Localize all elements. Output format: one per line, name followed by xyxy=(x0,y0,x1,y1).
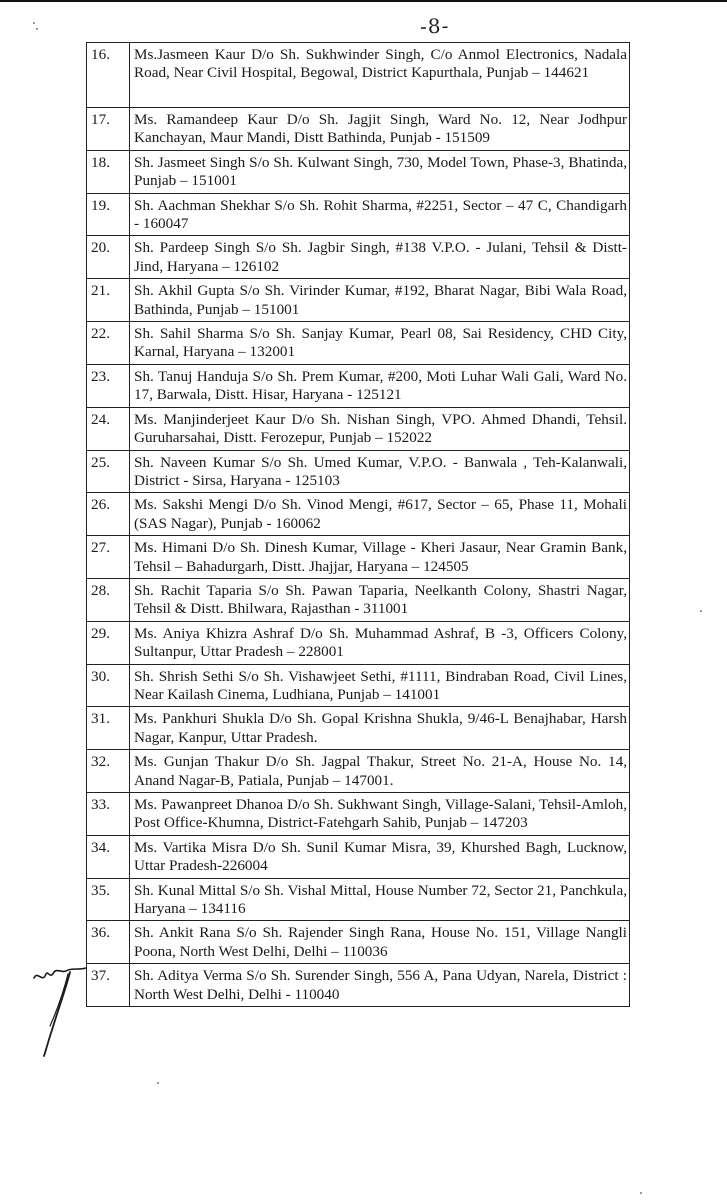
serial-number-cell: 24. xyxy=(87,407,130,450)
candidate-details-cell: Ms. Sakshi Mengi D/o Sh. Vinod Mengi, #617, Sector – 65, Phase 11, Mohali (SAS Nagar), Punjab - 160062 xyxy=(130,493,630,536)
candidate-details-cell: Sh. Naveen Kumar S/o Sh. Umed Kumar, V.P.O. - Banwala , Teh-Kalanwali, District - Sirsa, Haryana - 125103 xyxy=(130,450,630,493)
table-row xyxy=(87,621,630,664)
table-row xyxy=(87,921,630,964)
serial-number-cell: 23. xyxy=(87,364,130,407)
serial-number-cell: 35. xyxy=(87,878,130,921)
candidate-details-cell: Sh. Rachit Taparia S/o Sh. Pawan Taparia, Neelkanth Colony, Shastri Nagar, Tehsil & Distt. Bhilwara, Rajasthan - 311001 xyxy=(130,578,630,621)
table-row xyxy=(87,364,630,407)
candidate-details-cell: Sh. Pardeep Singh S/o Sh. Jagbir Singh, #138 V.P.O. - Julani, Tehsil & Distt- Jind, Haryana – 126102 xyxy=(130,236,630,279)
serial-number-cell: 29. xyxy=(87,621,130,664)
serial-number-cell: 28. xyxy=(87,578,130,621)
candidate-details-cell: Sh. Aditya Verma S/o Sh. Surender Singh, 556 A, Pana Udyan, Narela, District : North West Delhi, Delhi - 110040 xyxy=(130,964,630,1007)
candidate-details-cell: Sh. Jasmeet Singh S/o Sh. Kulwant Singh, 730, Model Town, Phase-3, Bhatinda, Punjab – 151001 xyxy=(130,150,630,193)
table-row xyxy=(87,450,630,493)
table-row xyxy=(87,407,630,450)
scan-speck xyxy=(157,1082,159,1084)
serial-number-cell: 26. xyxy=(87,493,130,536)
serial-number-cell: 33. xyxy=(87,793,130,836)
serial-number-cell: 30. xyxy=(87,664,130,707)
table-row xyxy=(87,279,630,322)
candidate-details-cell: Ms. Aniya Khizra Ashraf D/o Sh. Muhammad Ashraf, B -3, Officers Colony, Sultanpur, Uttar Pradesh – 228001 xyxy=(130,621,630,664)
table-row xyxy=(87,750,630,793)
table-row xyxy=(87,322,630,365)
page-number: -8- xyxy=(419,13,450,39)
candidate-details-cell: Sh. Ankit Rana S/o Sh. Rajender Singh Rana, House No. 151, Village Nangli Poona, North West Delhi, Delhi – 110036 xyxy=(130,921,630,964)
top-border-line xyxy=(0,0,727,2)
table-row xyxy=(87,793,630,836)
table-row xyxy=(87,835,630,878)
table-row xyxy=(87,964,630,1007)
scan-speck xyxy=(36,28,38,30)
table-row xyxy=(87,236,630,279)
table-row xyxy=(87,193,630,236)
table-row xyxy=(87,43,630,108)
candidate-details-cell: Sh. Akhil Gupta S/o Sh. Virinder Kumar, #192, Bharat Nagar, Bibi Wala Road, Bathinda, Punjab – 151001 xyxy=(130,279,630,322)
candidate-details-cell: Ms. Himani D/o Sh. Dinesh Kumar, Village - Kheri Jasaur, Near Gramin Bank, Tehsil – Bahadurgarh, Distt. Jhajjar, Haryana – 124505 xyxy=(130,536,630,579)
candidate-details-cell: Sh. Tanuj Handuja S/o Sh. Prem Kumar, #200, Moti Luhar Wali Gali, Ward No. 17, Barwala, Distt. Hisar, Haryana - 125121 xyxy=(130,364,630,407)
scan-speck xyxy=(640,1192,642,1194)
serial-number-cell: 37. xyxy=(87,964,130,1007)
candidate-details-cell: Ms. Ramandeep Kaur D/o Sh. Jagjit Singh, Ward No. 12, Near Jodhpur Kanchayan, Maur Mandi, Distt Bathinda, Punjab - 151509 xyxy=(130,108,630,151)
serial-number-cell: 22. xyxy=(87,322,130,365)
serial-number-cell: 27. xyxy=(87,536,130,579)
table-row xyxy=(87,493,630,536)
candidate-details-cell: Ms. Gunjan Thakur D/o Sh. Jagpal Thakur, Street No. 21-A, House No. 14, Anand Nagar-B, Patiala, Punjab – 147001. xyxy=(130,750,630,793)
serial-number-cell: 36. xyxy=(87,921,130,964)
serial-number-cell: 19. xyxy=(87,193,130,236)
handwritten-initials-signature xyxy=(28,960,88,1060)
serial-number-cell: 31. xyxy=(87,707,130,750)
serial-number-cell: 25. xyxy=(87,450,130,493)
scan-speck xyxy=(700,610,702,612)
table-row xyxy=(87,150,630,193)
candidate-details-cell: Ms. Pankhuri Shukla D/o Sh. Gopal Krishna Shukla, 9/46-L Benajhabar, Harsh Nagar, Kanpur, Uttar Pradesh. xyxy=(130,707,630,750)
candidate-details-cell: Sh. Aachman Shekhar S/o Sh. Rohit Sharma, #2251, Sector – 47 C, Chandigarh - 160047 xyxy=(130,193,630,236)
candidate-details-cell: Ms. Manjinderjeet Kaur D/o Sh. Nishan Singh, VPO. Ahmed Dhandi, Tehsil. Guruharsahai, Distt. Ferozepur, Punjab – 152022 xyxy=(130,407,630,450)
table-row xyxy=(87,664,630,707)
table-row xyxy=(87,108,630,151)
candidate-list-body xyxy=(87,43,630,1007)
table-row xyxy=(87,707,630,750)
table-row xyxy=(87,536,630,579)
candidate-details-cell: Ms. Vartika Misra D/o Sh. Sunil Kumar Misra, 39, Khurshed Bagh, Lucknow, Uttar Pradesh-226004 xyxy=(130,835,630,878)
table-row xyxy=(87,878,630,921)
serial-number-cell: 34. xyxy=(87,835,130,878)
candidate-details-cell: Sh. Shrish Sethi S/o Sh. Vishawjeet Sethi, #1111, Bindraban Road, Civil Lines, Near Kailash Cinema, Ludhiana, Punjab – 141001 xyxy=(130,664,630,707)
candidate-details-cell: Ms.Jasmeen Kaur D/o Sh. Sukhwinder Singh, C/o Anmol Electronics, Nadala Road, Near Civil Hospital, Begowal, District Kapurthala, Punjab – 144621 xyxy=(130,43,630,108)
serial-number-cell: 20. xyxy=(87,236,130,279)
candidate-details-cell: Sh. Kunal Mittal S/o Sh. Vishal Mittal, House Number 72, Sector 21, Panchkula, Haryana – 134116 xyxy=(130,878,630,921)
serial-number-cell: 21. xyxy=(87,279,130,322)
table-row xyxy=(87,578,630,621)
candidate-list-table xyxy=(86,42,630,1007)
serial-number-cell: 18. xyxy=(87,150,130,193)
candidate-details-cell: Sh. Sahil Sharma S/o Sh. Sanjay Kumar, Pearl 08, Sai Residency, CHD City, Karnal, Haryana – 132001 xyxy=(130,322,630,365)
scan-speck xyxy=(33,22,35,24)
candidate-details-cell: Ms. Pawanpreet Dhanoa D/o Sh. Sukhwant Singh, Village-Salani, Tehsil-Amloh, Post Office-Khumna, District-Fatehgarh Sahib, Punjab – 147203 xyxy=(130,793,630,836)
serial-number-cell: 17. xyxy=(87,108,130,151)
serial-number-cell: 16. xyxy=(87,43,130,108)
serial-number-cell: 32. xyxy=(87,750,130,793)
